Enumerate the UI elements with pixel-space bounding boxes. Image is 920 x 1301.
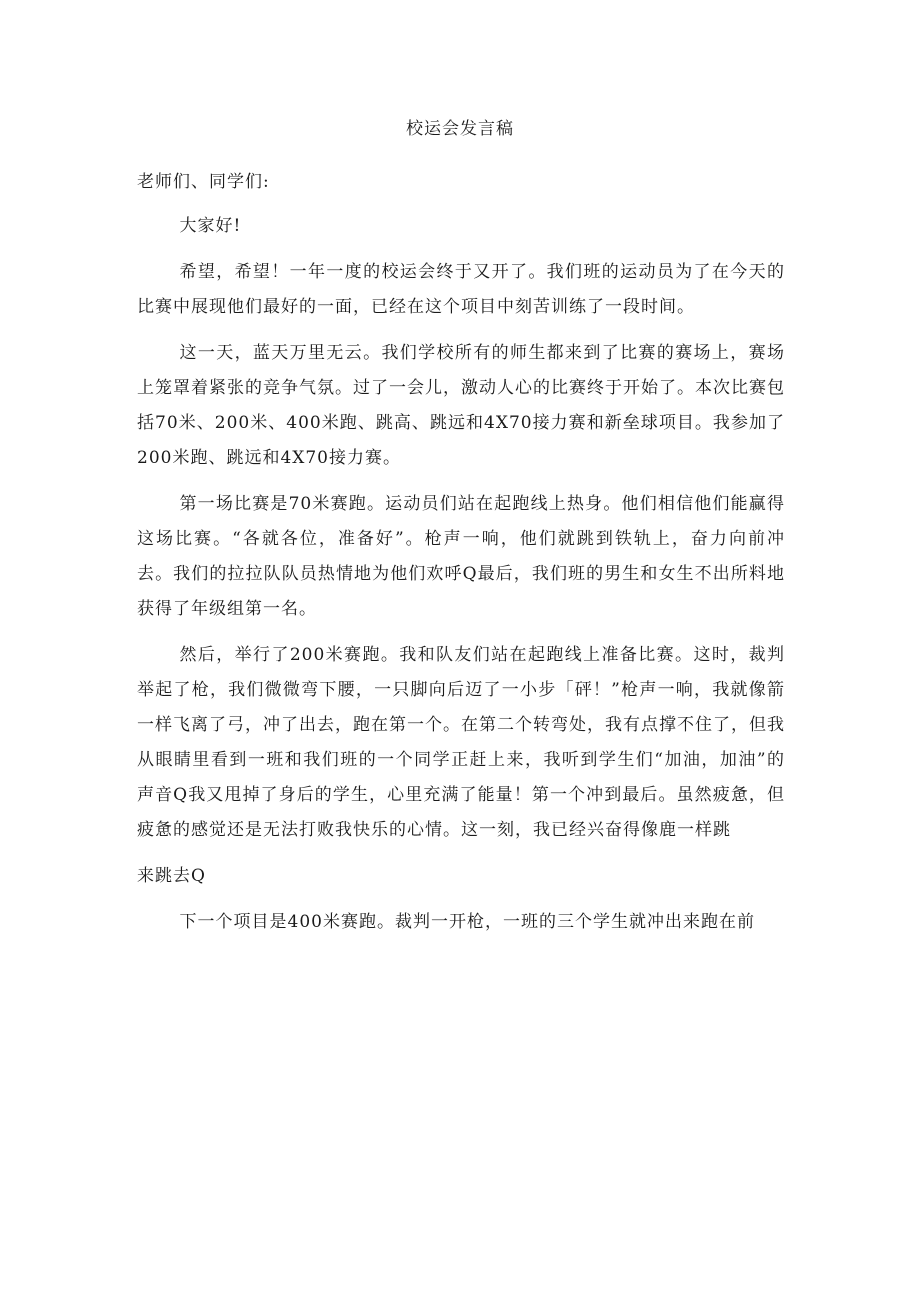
paragraph-70m-race: 第一场比赛是70米赛跑。运动员们站在起跑线上热身。他们相信他们能赢得这场比赛。“各就各位，准备好”。枪声一响，他们就跳到铁轨上，奋力向前冲去。我们的拉拉队队员热情地为他们欢呼Q最后，我们班的男生和女生不出所料地获得了年级组第一名。: [137, 494, 785, 619]
paragraph-weather: 这一天，蓝天万里无云。我们学校所有的师生都来到了比赛的赛场上，赛场上笼罩着紧张的竞争气氛。过了一会儿，激动人心的比赛终于开始了。本次比赛包括70米、200米、400米跑、跳高、跳远和4X70接力赛和新垒球项目。我参加了200米跑、跳远和4X70接力赛。: [137, 343, 785, 468]
paragraph-continuation: 来跳去Q: [137, 866, 206, 886]
paragraph-200m-race: 然后，举行了200米赛跑。我和队友们站在起跑线上准备比赛。这时，裁判举起了枪，我们微微弯下腰，一只脚向后迈了一小步「砰！”枪声一响，我就像箭一样飞离了弓，冲了出去，跑在第一个。在第二个转弯处，我有点撑不住了，但我从眼睛里看到一班和我们班的一个同学正赶上来，我听到学生们“加油，加油”的声音Q我又甩掉了身后的学生，心里充满了能量！第一个冲到最后。虽然疲惫，但疲惫的感觉还是无法打败我快乐的心情。这一刻，我已经兴奋得像鹿一样跳: [137, 645, 785, 840]
salutation: 老师们、同学们:: [137, 172, 270, 192]
paragraph-greeting: 大家好!: [179, 216, 242, 236]
paragraph-400m-race: 下一个项目是400米赛跑。裁判一开枪，一班的三个学生就冲出来跑在前: [179, 912, 755, 932]
document-title: 校运会发言稿: [406, 119, 514, 139]
document-body: [137, 165, 785, 951]
paragraph-intro: 希望，希望！一年一度的校运会终于又开了。我们班的运动员为了在今天的比赛中展现他们最好的一面，已经在这个项目中刻苦训练了一段时间。: [137, 262, 785, 317]
